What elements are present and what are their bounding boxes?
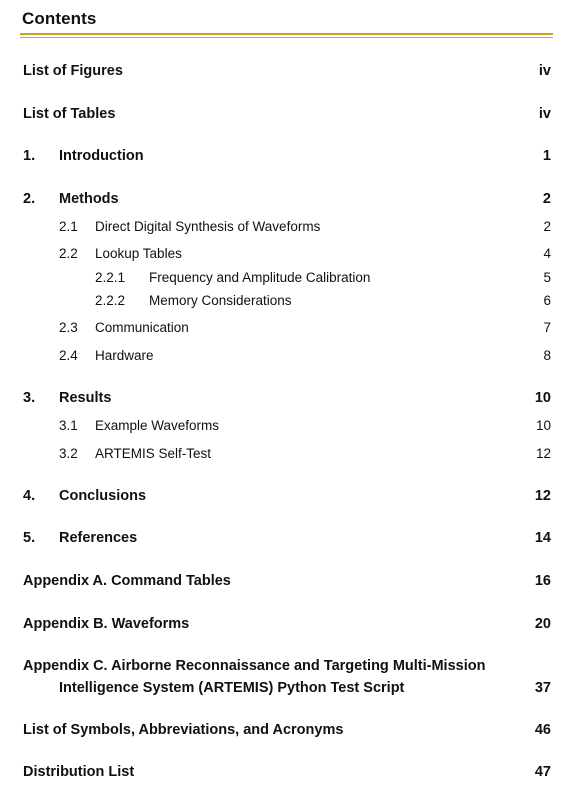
toc-entry-label: Results xyxy=(59,390,112,406)
toc-entry-lookup-tables[interactable] xyxy=(0,244,568,264)
toc-entry-page: 14 xyxy=(534,530,551,546)
toc-entry-page: 12 xyxy=(534,488,551,504)
toc-entry-artemis-self-test[interactable] xyxy=(0,444,568,464)
page-title: Contents xyxy=(22,9,97,28)
toc-entry-page: 7 xyxy=(543,320,551,335)
toc-entry-number: 3. xyxy=(23,390,36,406)
toc-entry-label: Direct Digital Synthesis of Waveforms xyxy=(95,219,321,234)
toc-entry-label: Appendix B. Waveforms xyxy=(23,616,190,632)
toc-entry-appendix-c[interactable] xyxy=(0,656,568,700)
toc-entry-appendix-a[interactable] xyxy=(0,571,568,591)
toc-entry-page: 37 xyxy=(534,680,551,696)
toc-entry-page: 2 xyxy=(543,219,551,234)
title-rule-bottom xyxy=(20,37,553,38)
toc-entry-label: Appendix A. Command Tables xyxy=(23,573,231,589)
toc-entry-number: 3.1 xyxy=(59,418,78,433)
toc-entry-number: 1. xyxy=(23,148,36,164)
toc-entry-label: References xyxy=(59,530,138,546)
toc-entry-appendix-b[interactable] xyxy=(0,614,568,634)
toc-entry-label: Hardware xyxy=(95,348,154,363)
toc-entry-page: 10 xyxy=(534,390,551,406)
toc-entry-page: 16 xyxy=(534,573,551,589)
toc-entry-introduction[interactable] xyxy=(0,146,568,166)
toc-entry-number: 2.2 xyxy=(59,246,78,261)
toc-entry-results[interactable] xyxy=(0,388,568,408)
toc-entry-page: 12 xyxy=(535,446,551,461)
toc-entry-number: 2.2.1 xyxy=(95,270,126,285)
toc-entry-page: 5 xyxy=(543,270,551,285)
toc-entry-list-of-symbols[interactable] xyxy=(0,720,568,740)
toc-entry-page: 10 xyxy=(535,418,551,433)
toc-entry-number: 2.2.2 xyxy=(95,293,126,308)
toc-entry-label: List of Symbols, Abbreviations, and Acronyms xyxy=(23,722,344,738)
toc-entry-dds-waveforms[interactable] xyxy=(0,217,568,237)
toc-entry-conclusions[interactable] xyxy=(0,486,568,506)
toc-entry-page: 2 xyxy=(542,191,551,207)
toc-entry-list-of-figures[interactable] xyxy=(0,61,568,81)
toc-entry-communication[interactable] xyxy=(0,318,568,338)
toc-entry-page: 1 xyxy=(542,148,551,164)
toc-entry-label-line2: Intelligence System (ARTEMIS) Python Test Script xyxy=(59,680,405,696)
toc-entry-number: 2. xyxy=(23,191,36,207)
toc-entry-label: Communication xyxy=(95,320,189,335)
toc-entry-label: List of Figures xyxy=(23,63,123,79)
toc-entry-page: 47 xyxy=(534,764,551,780)
toc-entry-number: 2.4 xyxy=(59,348,78,363)
toc-entry-memory-considerations[interactable] xyxy=(0,291,568,311)
toc-entry-methods[interactable] xyxy=(0,189,568,209)
toc-entry-number: 5. xyxy=(23,530,36,546)
toc-entry-label: Frequency and Amplitude Calibration xyxy=(149,270,371,285)
toc-entry-page: 20 xyxy=(534,616,551,632)
toc-entry-label: List of Tables xyxy=(23,106,116,122)
toc-entry-hardware[interactable] xyxy=(0,346,568,366)
toc-entry-page: 6 xyxy=(543,293,551,308)
toc-entry-label: Memory Considerations xyxy=(149,293,292,308)
toc-entry-label: Conclusions xyxy=(59,488,147,504)
toc-entry-references[interactable] xyxy=(0,528,568,548)
toc-entry-number: 2.3 xyxy=(59,320,78,335)
toc-entry-page: 8 xyxy=(543,348,551,363)
toc-entry-page: iv xyxy=(538,106,551,122)
toc-entry-number: 3.2 xyxy=(59,446,78,461)
toc-entry-number: 2.1 xyxy=(59,219,78,234)
toc-entry-example-waveforms[interactable] xyxy=(0,416,568,436)
toc-entry-label: ARTEMIS Self-Test xyxy=(95,446,212,461)
toc-entry-label: Methods xyxy=(59,191,119,207)
toc-entry-label: Example Waveforms xyxy=(95,418,220,433)
toc-entry-number: 4. xyxy=(23,488,36,504)
toc-entry-label-line1: Appendix C. Airborne Reconnaissance and Targeting Multi-Mission xyxy=(23,658,486,674)
toc-entry-label: Lookup Tables xyxy=(95,246,182,261)
toc-entry-label: Distribution List xyxy=(23,764,135,780)
toc-entry-label: Introduction xyxy=(59,148,144,164)
title-rule-top xyxy=(20,33,553,35)
toc-entry-list-of-tables[interactable] xyxy=(0,104,568,124)
toc-entry-page: iv xyxy=(538,63,551,79)
toc-entry-page: 4 xyxy=(543,246,551,261)
toc-entry-frequency-calibration[interactable] xyxy=(0,268,568,288)
toc-entry-distribution-list[interactable] xyxy=(0,762,568,782)
toc-entry-page: 46 xyxy=(534,722,551,738)
